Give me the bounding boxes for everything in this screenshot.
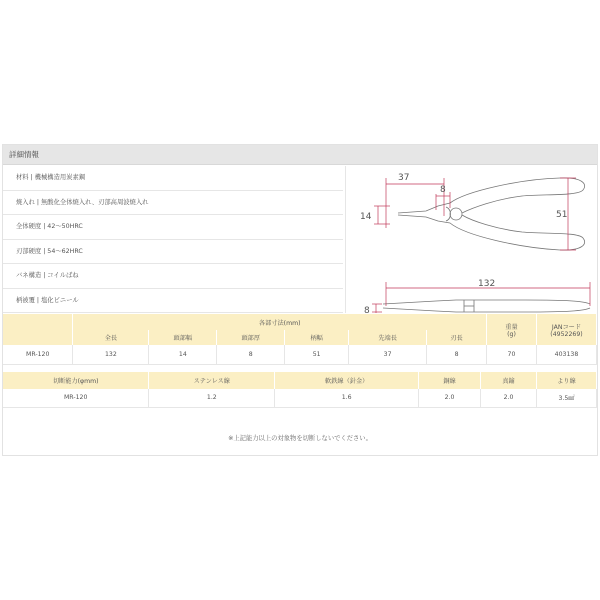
cell-brass: 2.0: [481, 389, 537, 407]
dim-132: 132: [478, 279, 496, 289]
table-row: [3, 345, 597, 364]
dimension-lines: [372, 178, 590, 313]
spec-blade-hardness: 刃部硬度 | 54～62HRC: [3, 240, 343, 265]
cell-jan: 403138: [536, 345, 596, 364]
col-copper-wire: 銅線: [419, 372, 481, 389]
spec-grip-coating: 柄被覆 | 塩化ビニール: [3, 289, 343, 314]
cell-grip-width: 51: [285, 345, 349, 364]
jan-header: [536, 314, 596, 345]
jan-label: JANコード: [551, 323, 582, 331]
spec-list: [3, 166, 343, 338]
cell-total-length: 132: [73, 345, 149, 364]
cell-model: MR-120: [3, 389, 149, 407]
table-row: [3, 389, 597, 407]
spec-surface-treatment: 表面処理 | 防錆油使用: [3, 313, 343, 338]
col-stainless-wire: ステンレス線: [149, 372, 275, 389]
plier-side-view: [383, 300, 590, 312]
col-soft-iron-wire: 軟鉄線（針金）: [275, 372, 419, 389]
cell-head-width: 14: [149, 345, 217, 364]
cell-head-thickness: 8: [217, 345, 285, 364]
cell-tip-length: 37: [349, 345, 427, 364]
col-stranded-wire: より線: [537, 372, 597, 389]
col-grip-width: 柄幅: [285, 330, 349, 345]
col-tip-length: 先端長: [349, 330, 427, 345]
col-head-thickness: 頭部厚: [217, 330, 285, 345]
cell-copper: 2.0: [419, 389, 481, 407]
dim-14: 14: [360, 212, 372, 222]
weight-header: [487, 314, 537, 345]
plier-diagram: [345, 166, 598, 313]
col-blade-length: 刃長: [427, 330, 487, 345]
cutting-capacity-table: [3, 372, 597, 408]
col-total-length: 全長: [73, 330, 149, 345]
cell-blade-length: 8: [427, 345, 487, 364]
dimensions-group-header: 各部寸法(mm): [73, 314, 487, 330]
weight-unit: (g): [507, 330, 516, 338]
spec-overall-hardness: 全体硬度 | 42～50HRC: [3, 215, 343, 240]
weight-label: 重量: [505, 323, 518, 331]
col-brass: 真鍮: [481, 372, 537, 389]
col-cutting-capacity: 切断能力(φmm): [3, 372, 149, 389]
dim-8-top: 8: [440, 185, 446, 195]
cell-stainless: 1.2: [149, 389, 275, 407]
cell-weight: 70: [487, 345, 537, 364]
caution-note: ※上記能力以上の対象物を切断しないでください。: [228, 435, 372, 442]
spec-material: 材料 | 機械構造用炭素鋼: [3, 166, 343, 191]
jan-prefix: (4952269): [550, 330, 583, 338]
dimensions-table: [3, 314, 597, 365]
cell-stranded: 3.5㎟: [537, 389, 597, 407]
dim-8-side: 8: [364, 306, 370, 313]
cell-model: MR-120: [3, 345, 73, 364]
panel-title: 詳細情報: [3, 145, 597, 165]
plier-drawing: [346, 166, 598, 313]
spec-hardening: 焼入れ | 無酸化全体焼入れ、刃部高周波焼入れ: [3, 191, 343, 216]
dim-51: 51: [556, 210, 568, 220]
detail-panel: [2, 144, 598, 456]
spec-spring: バネ構造 | コイルばね: [3, 264, 343, 289]
model-header-blank: [3, 314, 73, 345]
col-head-width: 頭部幅: [149, 330, 217, 345]
cell-soft-iron: 1.6: [275, 389, 419, 407]
dim-37: 37: [398, 173, 410, 183]
